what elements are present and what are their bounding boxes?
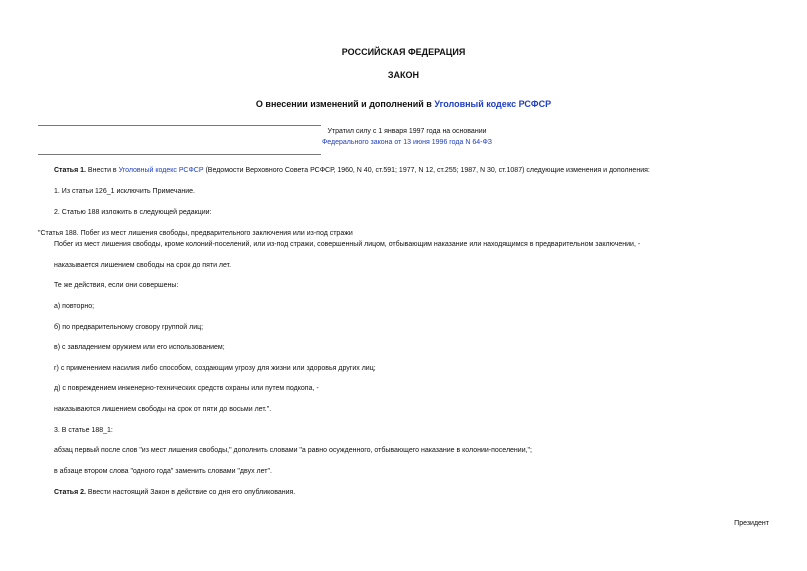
clause-g: г) с применением насилия либо способом, создающим угрозу для жизни или здоровья других лиц; — [54, 365, 376, 372]
federal-law-link[interactable]: Федерального закона от 13 июня 1996 года N 64-ФЗ — [321, 139, 493, 146]
item3-subparagraph-b: в абзаце втором слова "одного года" заменить словами "двух лет". — [54, 468, 272, 475]
title-codex-link[interactable]: Уголовный кодекс РСФСР — [434, 99, 552, 109]
clause-d: д) с повреждением инженерно-технических средств охраны или путем подкопа, - — [54, 385, 319, 392]
item2-paragraph: 2. Статью 188 изложить в следующей редакции: — [54, 209, 212, 216]
punishment-line-1: наказывается лишением свободы на срок до пяти лет. — [54, 262, 232, 269]
item1-paragraph: 1. Из статьи 126_1 исключить Примечание. — [54, 188, 196, 195]
doc-type-heading: ЗАКОН — [387, 70, 420, 80]
punishment-line-2: наказываются лишением свободы на срок от пяти до восьми лет.". — [54, 406, 272, 413]
bottom-divider — [38, 154, 321, 155]
status-note-line2 — [318, 139, 496, 146]
clause-b: б) по предварительному сговору группой лиц; — [54, 324, 204, 331]
quoted-article-body: Побег из мест лишения свободы, кроме колоний-поселений, или из-под стражи, совершенный лицом, отбывающим наказание или находящимся в предварительном заключении, - — [54, 241, 641, 248]
item3-subparagraph-a: абзац первый после слов "из мест лишения свободы," дополнить словами "а равно осужденного, отбывающего наказание в колонии-поселении,"; — [54, 447, 532, 454]
article2-text: Ввести настоящий Закон в действие со дня его опубликования. — [85, 489, 296, 496]
signature-role: Президент — [734, 520, 769, 527]
federation-heading: РОССИЙСКАЯ ФЕДЕРАЦИЯ — [341, 47, 466, 57]
article1-paragraph — [54, 167, 650, 174]
same-acts-paragraph: Те же действия, если они совершены: — [54, 282, 179, 289]
article1-codex-link[interactable]: Уголовный кодекс РСФСР — [118, 167, 204, 174]
article1-label: Статья 1. — [54, 167, 86, 174]
clause-a: а) повторно; — [54, 303, 95, 310]
page-title — [0, 99, 807, 109]
title-prefix: О внесении изменений и дополнений в — [255, 99, 435, 109]
status-note-line1: Утратил силу с 1 января 1997 года на основании — [327, 128, 487, 135]
item3-paragraph: 3. В статье 188_1: — [54, 427, 113, 434]
clause-v: в) с завладением оружием или его использованием; — [54, 344, 225, 351]
article2-paragraph — [54, 489, 295, 496]
top-divider — [38, 125, 321, 126]
quoted-article-heading: "Статья 188. Побег из мест лишения свободы, предварительного заключения или из-под стражи — [38, 230, 353, 237]
article1-text-before: Внести в — [85, 167, 119, 174]
article1-text-after: (Ведомости Верховного Совета РСФСР, 1960, N 40, ст.591; 1977, N 12, ст.255; 1987, N 30, ст.1087) следующие изменения и дополнения: — [203, 167, 650, 174]
article2-label: Статья 2. — [54, 489, 86, 496]
